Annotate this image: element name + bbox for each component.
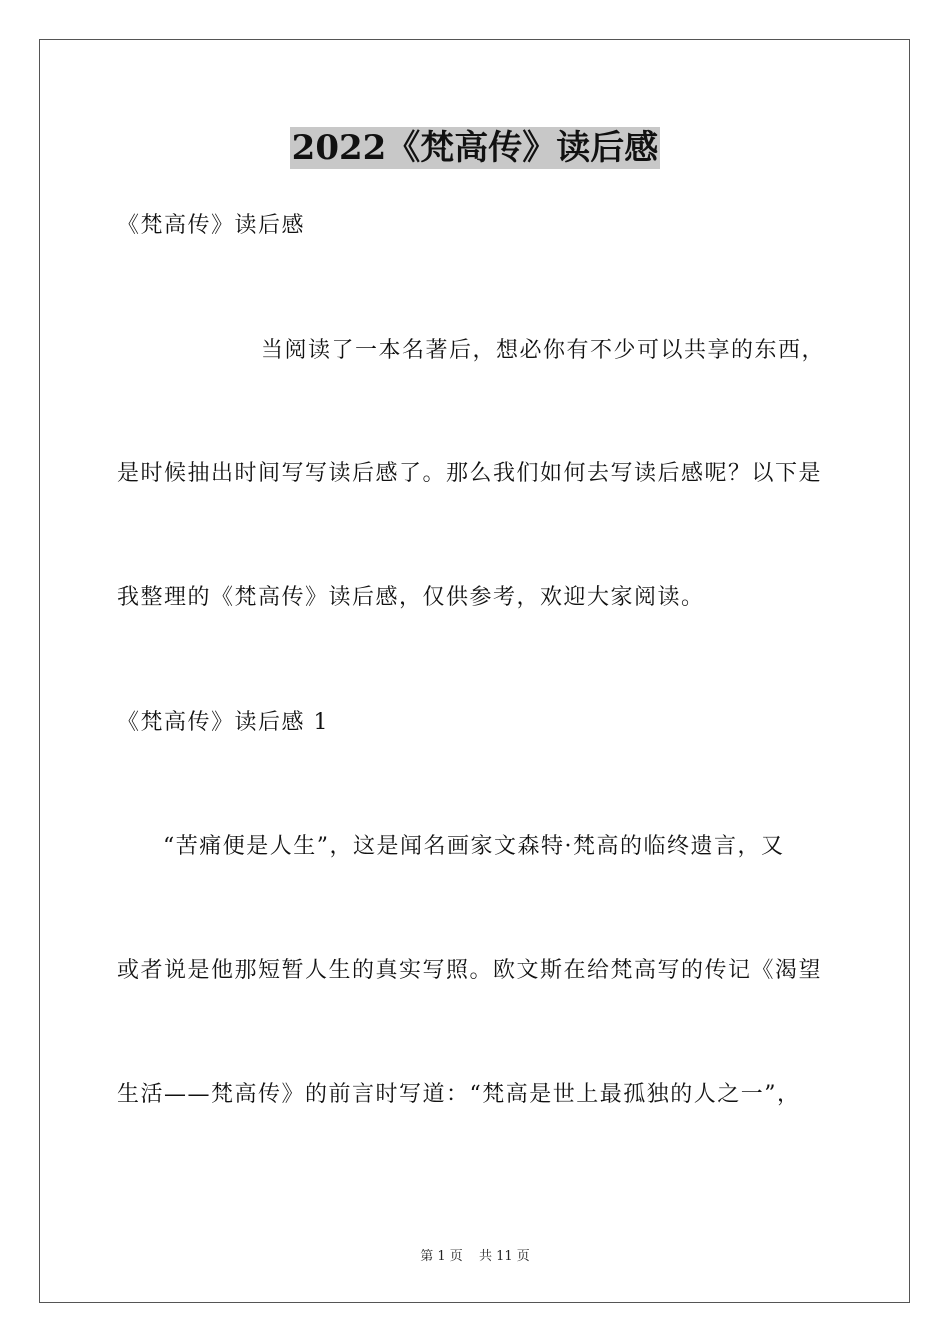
paragraph-line: “苦痛便是人生”，这是闻名画家文森特·梵高的临终遗言，又	[163, 834, 785, 859]
section-heading: 《梵高传》读后感 1	[117, 710, 329, 735]
paragraph-line: 当阅读了一本名著后，想必你有不少可以共享的东西，	[261, 338, 826, 363]
page-number: 第 1 页	[420, 1249, 463, 1264]
paragraph-line: 生活——梵高传》的前言时写道：“梵高是世上最孤独的人之一”，	[117, 1082, 801, 1107]
page-total: 共 11 页	[478, 1249, 530, 1264]
paragraph-line: 我整理的《梵高传》读后感，仅供参考，欢迎大家阅读。	[117, 585, 705, 610]
document-title: 2022《梵高传》读后感	[291, 128, 659, 168]
title-wrap	[0, 127, 950, 169]
paragraph-line: 或者说是他那短暂人生的真实写照。欧文斯在给梵高写的传记《渴望	[117, 958, 823, 983]
document-subtitle: 《梵高传》读后感	[117, 213, 306, 238]
page-footer	[0, 1248, 950, 1266]
paragraph-line: 是时候抽出时间写写读后感了。那么我们如何去写读后感呢？以下是	[117, 461, 823, 486]
